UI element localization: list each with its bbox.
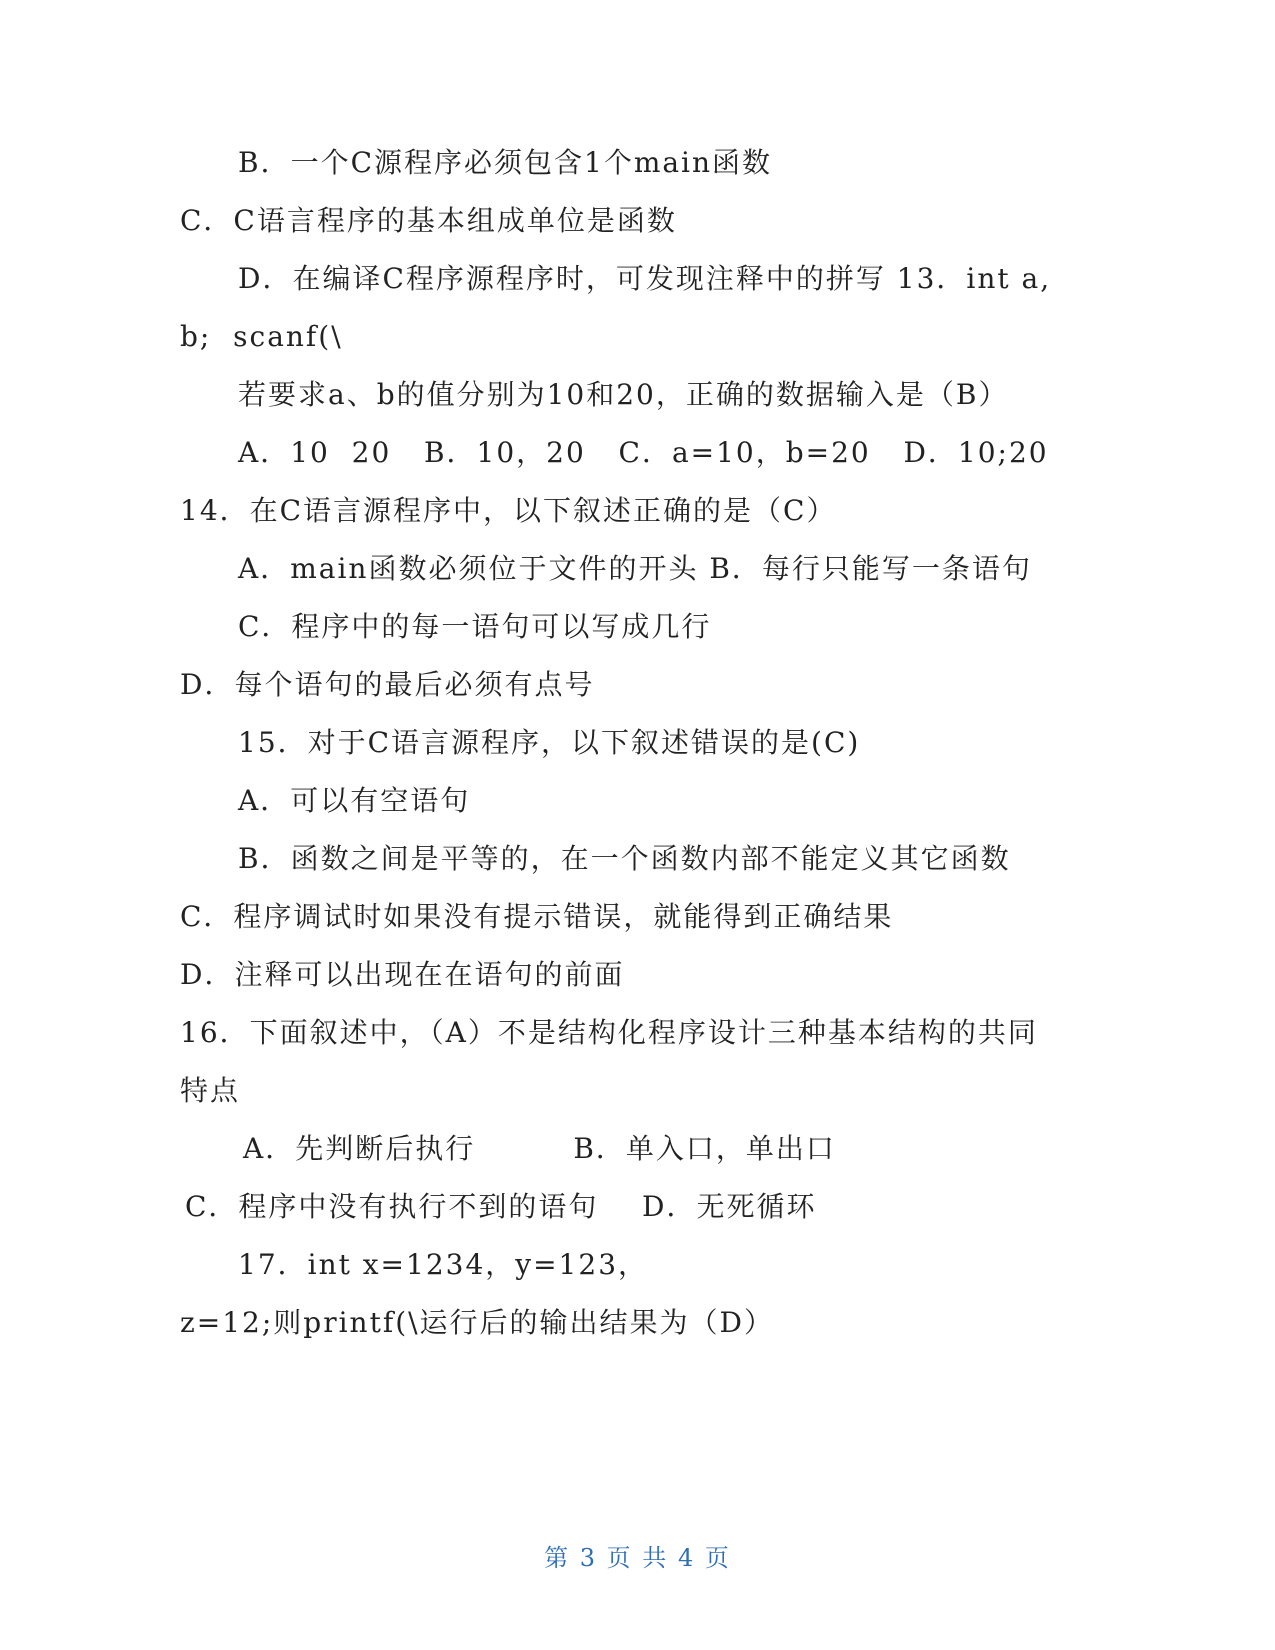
- question-15-option-d: D．注释可以出现在在语句的前面: [180, 958, 625, 991]
- question-14-option-d: D．每个语句的最后必须有点号: [180, 668, 595, 701]
- option-12-d-and-question-13-start: D．在编译C程序源程序时，可发现注释中的拼写 13．int a,: [238, 262, 1052, 295]
- question-13-options: A．10 20 B．10，20 C．a=10，b=20 D．10;20: [238, 436, 1049, 469]
- question-15-option-a: A．可以有空语句: [238, 784, 471, 817]
- question-17: 17．int x=1234，y=123，: [238, 1248, 649, 1281]
- question-13-continued: b; scanf(\: [180, 320, 343, 353]
- page-number-footer: 第 3 页 共 4 页: [544, 1544, 731, 1572]
- question-14-option-c: C．程序中的每一语句可以写成几行: [238, 610, 712, 643]
- question-16-options-a-b: A．先判断后执行 B．单入口，单出口: [243, 1132, 836, 1165]
- question-16: 16．下面叙述中，（A）不是结构化程序设计三种基本结构的共同: [180, 1016, 1038, 1049]
- question-15-option-c: C．程序调试时如果没有提示错误，就能得到正确结果: [180, 900, 894, 933]
- option-12-c: C．C语言程序的基本组成单位是函数: [180, 204, 677, 237]
- option-12-b: B．一个C源程序必须包含1个main函数: [238, 146, 773, 179]
- question-15: 15．对于C语言源程序，以下叙述错误的是(C): [238, 726, 861, 759]
- question-16-continued: 特点: [180, 1074, 241, 1107]
- question-13-requirement: 若要求a、b的值分别为10和20，正确的数据输入是（B）: [238, 378, 1009, 411]
- question-14: 14．在C语言源程序中，以下叙述正确的是（C）: [180, 494, 837, 527]
- question-17-continued: z=12;则printf(\运行后的输出结果为（D）: [180, 1306, 774, 1339]
- question-16-options-c-d: C．程序中没有执行不到的语句 D．无死循环: [185, 1190, 817, 1223]
- question-15-option-b: B．函数之间是平等的，在一个函数内部不能定义其它函数: [238, 842, 1011, 875]
- question-14-options-a-b: A．main函数必须位于文件的开头 B．每行只能写一条语句: [238, 552, 1032, 585]
